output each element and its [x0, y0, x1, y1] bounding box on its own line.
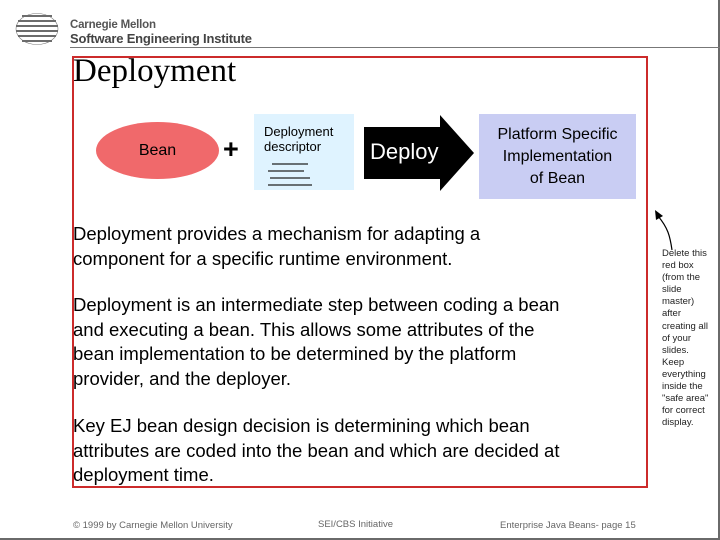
side-note-line: after: [662, 308, 682, 320]
side-note-line: creating all: [662, 320, 708, 332]
side-note: [662, 248, 718, 429]
side-note-line: master): [662, 296, 695, 308]
bean-ellipse: [96, 122, 219, 179]
footer-page: Enterprise Java Beans- page 15: [500, 520, 636, 531]
org-name: Carnegie Mellon: [70, 19, 156, 31]
paragraph-adapting: [73, 222, 480, 271]
descriptor-label-line: descriptor: [264, 139, 322, 154]
side-note-line: slides.: [662, 344, 689, 356]
paragraph-line: Deployment provides a mechanism for adapting a: [73, 223, 481, 244]
side-note-line: Keep: [662, 356, 685, 368]
bean-label: Bean: [138, 141, 177, 159]
paragraph-design-decision: [73, 414, 559, 488]
side-note-line: display.: [662, 417, 694, 429]
side-note-line: "safe area": [662, 393, 709, 405]
platform-implementation-box: [479, 114, 636, 199]
platform-label-line: Platform Specific: [497, 125, 618, 143]
side-note-line: for correct: [662, 405, 705, 417]
platform-label-line: Implementation: [502, 147, 613, 165]
plus-symbol: +: [223, 134, 239, 164]
paragraph-line: Deployment is an intermediate step between coding a bean: [73, 294, 560, 315]
deploy-label: Deploy: [370, 139, 439, 164]
side-note-line: everything: [662, 368, 706, 380]
side-note-line: (from the: [662, 272, 701, 284]
header-rule: [70, 47, 720, 48]
paragraph-line: Key EJ bean design decision is determining which bean: [73, 415, 530, 436]
globe-logo-icon: [14, 12, 60, 46]
footer-copyright: © 1999 by Carnegie Mellon University: [73, 520, 233, 531]
side-note-line: red box: [662, 260, 694, 272]
deployment-descriptor-box: [254, 114, 354, 190]
paragraph-line: and executing a bean. This allows some attributes of the: [73, 318, 535, 340]
side-note-line: of your: [662, 332, 692, 344]
side-note-line: inside the: [662, 381, 703, 393]
descriptor-label-line: Deployment: [264, 124, 334, 139]
slide-title: Deployment: [73, 53, 237, 89]
paragraph-line: attributes are coded into the bean and which are decided at: [73, 439, 560, 461]
side-note-line: slide: [662, 284, 682, 296]
paragraph-intermediate-step: [73, 293, 559, 391]
curved-arrow-icon: [646, 206, 676, 252]
platform-label: [497, 124, 617, 190]
side-note-line: Delete this: [662, 248, 707, 259]
paragraph-line: provider, and the deployer.: [73, 367, 292, 389]
org-subtitle: Software Engineering Institute: [70, 31, 252, 46]
descriptor-label: [264, 124, 333, 154]
paragraph-line: component for a specific runtime environment.: [73, 247, 453, 269]
document-lines-icon: [266, 160, 326, 188]
footer-initiative: SEI/CBS Initiative: [318, 519, 393, 530]
platform-label-line: of Bean: [529, 169, 586, 187]
paragraph-line: deployment time.: [73, 464, 214, 485]
paragraph-line: bean implementation to be determined by the platform: [73, 343, 517, 364]
